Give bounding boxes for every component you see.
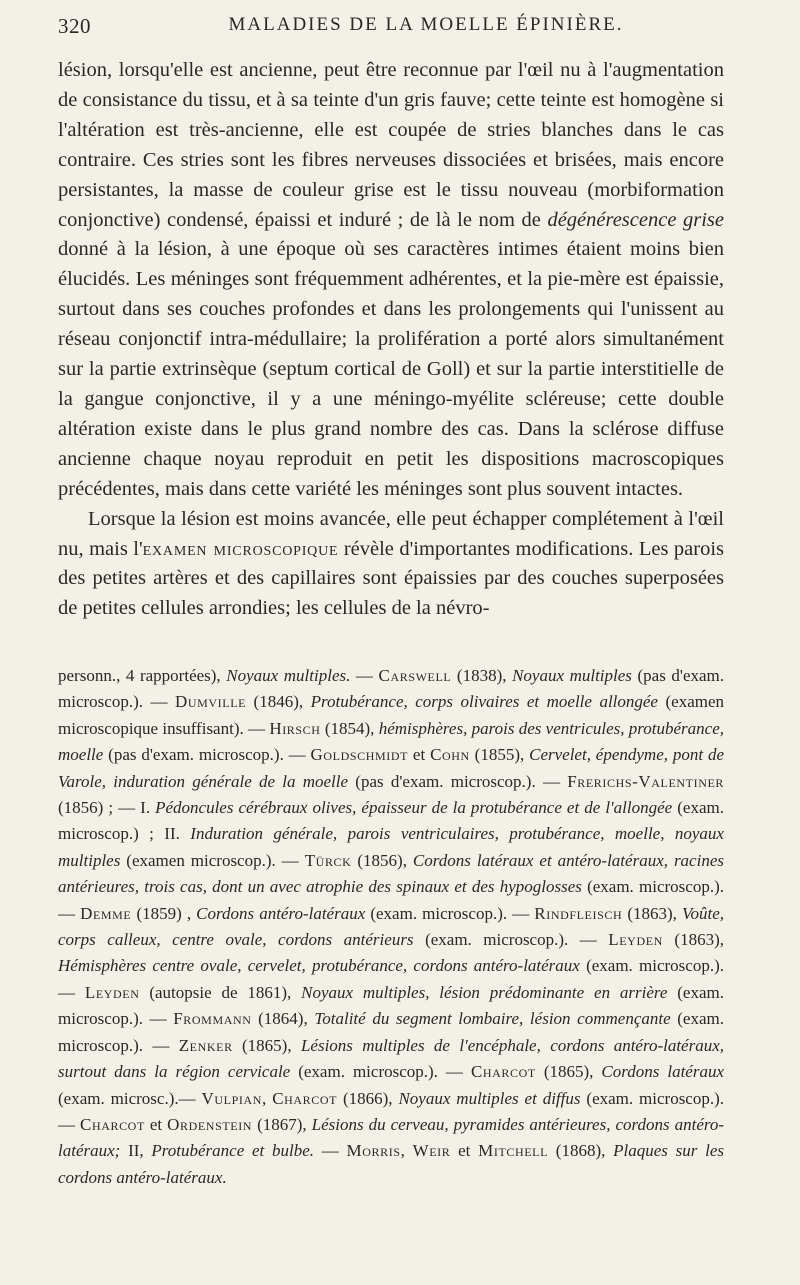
footnote	[58, 663, 724, 1191]
footnote-text-run: et	[408, 745, 431, 765]
footnote-text-run: (1867),	[252, 1114, 312, 1134]
footnote-author-run: Frommann	[173, 1009, 252, 1029]
footnote-text-run: et	[450, 1141, 479, 1161]
footnote-author-run: Hirsch	[269, 718, 321, 738]
running-head: MALADIES DE LA MOELLE ÉPINIÈRE.	[228, 14, 624, 35]
footnote-paragraph	[58, 663, 724, 1191]
page-number: 320	[58, 14, 91, 38]
footnote-author-run: Charcot	[272, 1088, 338, 1108]
footnote-text-run: et	[144, 1114, 168, 1134]
footnote-author-run: Rindfleisch	[534, 903, 623, 923]
footnote-author-run: Mitchell	[478, 1141, 549, 1161]
footnote-author-run: Weir	[412, 1141, 451, 1161]
footnote-title-run: Voûte, corps calleux, centre ovale, cordons antérieurs	[58, 903, 724, 950]
footnote-author-run: Türck	[304, 850, 352, 870]
footnote-title-run: Cordons antéro-latéraux	[196, 903, 366, 923]
footnote-title-run: Protubérance, corps olivaires et moelle allongée	[310, 692, 658, 712]
footnote-text-run: (1868),	[548, 1141, 614, 1161]
paragraph-2	[58, 505, 724, 625]
footnote-text-run: (exam. microscop.). —	[413, 930, 609, 950]
footnote-text-run: (1865),	[535, 1062, 602, 1082]
footnote-text-run: (examen microscop.). —	[120, 850, 305, 870]
footnote-text-run: (1838),	[451, 666, 513, 685]
paragraph-1-emphasis: dégénérescence grise	[547, 208, 724, 231]
footnote-title-run: Noyaux multiples	[512, 666, 632, 685]
footnote-text-run: (1859) ,	[131, 903, 197, 923]
footnote-text-run: (1854),	[320, 718, 379, 738]
footnote-title-run: Noyaux multiples.	[226, 666, 351, 685]
main-text	[58, 56, 724, 624]
footnote-text-run: (1863),	[622, 903, 682, 923]
footnote-title-run: Induration générale, parois ventriculaires, protubérance, moelle, noyaux multiples	[58, 824, 724, 870]
footnote-author-run: Ordenstein	[167, 1114, 253, 1134]
footnote-title-run: Cordons latéraux et antéro-latéraux, racines antérieures, trois cas, dont un avec atrophie des spinaux et des hypoglosses	[58, 850, 724, 897]
footnote-text-run: II,	[120, 1141, 152, 1161]
footnote-title-run: Lésions multiples de l'encéphale, cordons antéro-latéraux, surtout dans la région cervicale	[58, 1035, 725, 1082]
footnote-title-run: Lésions du cerveau, pyramides antérieures, cordons antéro-latéraux;	[58, 1114, 725, 1161]
paragraph-2-smallcaps: examen microscopique	[142, 537, 339, 560]
footnote-text-run: (1864),	[251, 1009, 315, 1029]
footnote-text-run: (1865),	[232, 1035, 301, 1055]
footnote-text-run: (exam. microscop.). —	[58, 1088, 725, 1134]
footnote-text-run: (exam. microscop.). —	[58, 956, 725, 1002]
footnote-text-run: (exam. microscop.). —	[365, 903, 535, 923]
footnote-author-run: Frerichs-Valentiner	[567, 771, 724, 791]
footnote-text-run: (exam. microscop.). —	[58, 982, 724, 1029]
footnote-text-run: (exam. microscop.). —	[290, 1062, 471, 1082]
paragraph-1-continuation: donné à la lésion, à une époque où ses caractères intimes étaient moins bien élucidés. Les méninges sont fréquemment adhérentes, et la pie-mère est épaissie, surtout dans ses couches profondes et dans les prolongements qui l'unissent au réseau conjonctif intra-médullaire; la prolifération a porté alors simultanément sur la partie extrinsèque (septum cortical de Goll) et sur la partie interstitielle de la gangue conjonctive, il y a une méningo-myélite scléreuse; cette double altération existe dans le plus grand nombre des cas. Dans la sclérose diffuse ancienne chaque noyau reproduit en petit les dispositions macroscopiques précédentes, mais dans cette variété les méninges sont plus souvent intactes.	[58, 238, 724, 500]
footnote-text-run: (exam. microscop.). —	[58, 1009, 724, 1055]
footnote-text-run: ,	[400, 1141, 413, 1161]
footnote-author-run: Carswell	[378, 666, 452, 685]
footnote-text-run: (1856),	[351, 850, 413, 870]
paragraph-1-text: lésion, lorsqu'elle est ancienne, peut être reconnue par l'œil nu à l'augmentation de consistance du tissu, et à sa teinte d'un gris fauve; cette teinte est homogène si l'altération est très-ancienne, elle est coupée de stries blanches dans le cas contraire. Ces stries sont les fibres nerveuses dissociées et brisées, mais encore persistantes, la masse de couleur grise est le tissu nouveau (morbiformation conjonctive) condensé, épaissi et induré ; de là le nom de	[58, 59, 724, 231]
footnote-title-run: Pédoncules cérébraux olives, épaisseur de la protubérance et de l'allongée	[155, 798, 673, 818]
footnote-text-run: —	[350, 666, 379, 685]
footnote-text-run: (examen microscopique insuffisant). —	[58, 692, 725, 738]
footnote-title-run: Cordons latéraux	[601, 1062, 725, 1082]
footnote-text-run: (1856) ; — I.	[58, 798, 156, 818]
footnote-text-run: (pas d'exam. microscop.). —	[348, 771, 568, 791]
paragraph-1	[58, 56, 724, 505]
footnote-text-run: (1863),	[662, 930, 724, 950]
footnote-title-run: Noyaux multiples, lésion prédominante en arrière	[301, 982, 668, 1002]
footnote-author-run: Goldschmidt	[310, 745, 409, 765]
footnote-author-run: Demme	[80, 903, 132, 923]
footnote-author-run: Vulpian	[201, 1088, 263, 1108]
footnote-text-run: (exam. microscop.). —	[58, 877, 724, 923]
footnote-author-run: Zenker	[178, 1035, 233, 1055]
footnote-text-run: (1846),	[246, 692, 311, 712]
footnote-text-run: (pas d'exam. microscop.). —	[103, 745, 311, 765]
footnote-text-run: (1866),	[337, 1088, 399, 1108]
footnote-author-run: Charcot	[470, 1062, 536, 1082]
footnote-author-run: Cohn	[430, 745, 470, 765]
footnote-text-run: (autopsie de 1861),	[139, 982, 302, 1002]
footnote-text-run: (1855),	[469, 745, 530, 765]
footnote-author-run: Charcot	[80, 1114, 145, 1134]
footnote-author-run: Leyden	[608, 930, 663, 950]
page-header	[58, 14, 724, 44]
footnote-title-run: Noyaux multiples et diffus	[398, 1088, 581, 1108]
paragraph-2-text: Lorsque la lésion est moins avancée, elle peut échapper complétement à l'œil nu, mais l'	[58, 507, 724, 560]
footnote-title-run: Protubérance et bulbe.	[151, 1141, 315, 1161]
paragraph-2-continuation: révèle d'importantes modifications. Les parois des petites artères et des capillaires sont épaissies par des couches superposées de petites cellules arrondies; les cellules de la névro-	[58, 537, 725, 620]
footnote-title-run: Hémisphères centre ovale, cervelet, protubérance, cordons antéro-latéraux	[58, 956, 580, 976]
footnote-author-run: Dumville	[174, 692, 247, 712]
footnote-title-run: hémisphères, parois des ventricules, protubérance, moelle	[58, 718, 724, 765]
footnote-text-run: personn., 4 rapportées),	[58, 666, 227, 685]
footnote-title-run: Totalité du segment lombaire, lésion commençante	[314, 1009, 671, 1029]
footnote-title-run: Cervelet, épendyme, pont de Varole, induration générale de la moelle	[58, 745, 724, 791]
footnote-text-run: —	[314, 1141, 347, 1161]
footnote-text-run: (exam. microscop.) ; II.	[58, 798, 724, 844]
footnote-title-run: Plaques sur les cordons antéro-latéraux.	[58, 1141, 725, 1187]
footnote-text-run: (pas d'exam. microscop.). —	[58, 666, 725, 712]
footnote-author-run: Morris	[346, 1141, 401, 1161]
footnote-author-run: Leyden	[84, 982, 140, 1002]
footnote-text-run: ,	[262, 1088, 273, 1108]
footnote-text-run: (exam. microsc.).—	[58, 1088, 202, 1108]
